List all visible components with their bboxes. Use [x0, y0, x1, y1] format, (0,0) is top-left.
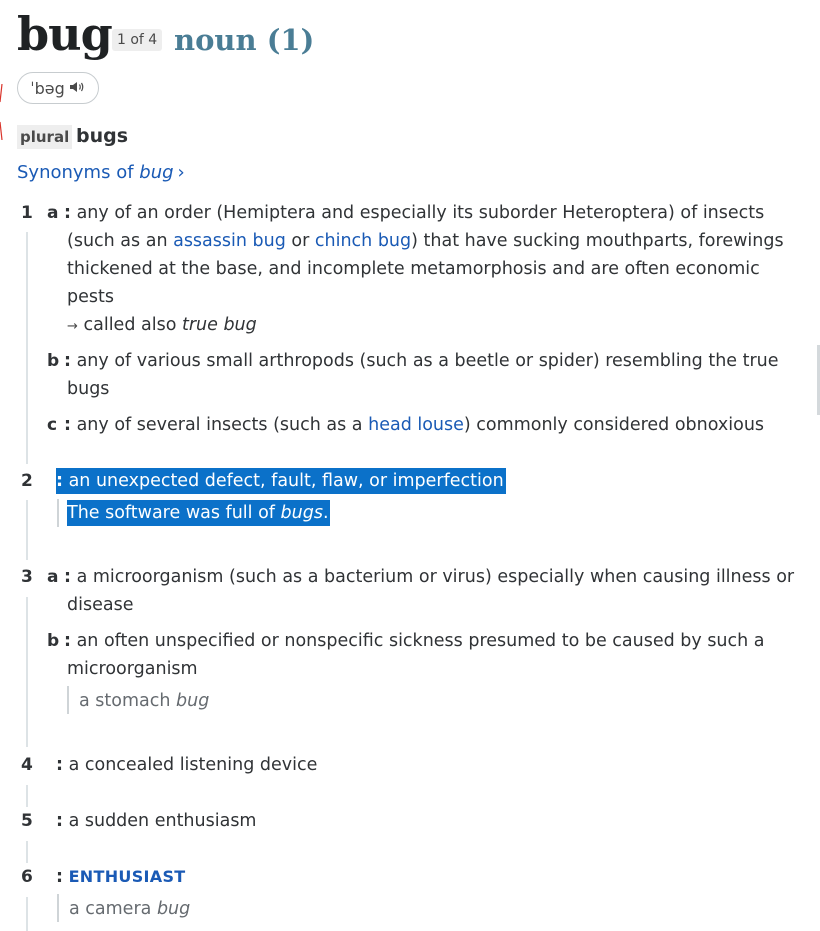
sense-1c-line1: [64, 411, 764, 439]
sense-1a-line2: [67, 227, 784, 255]
sense-1c-text-b: ) commonly considered obnoxious: [463, 415, 765, 435]
sense-1a-letter: a: [47, 203, 59, 223]
plural-form: bugs: [76, 125, 129, 147]
sense-number-3: 3: [21, 567, 33, 587]
sense-1c-colon: :: [64, 415, 71, 435]
sense-1a-text-2b: or: [285, 231, 315, 251]
sense-3a-line2: disease: [67, 595, 134, 615]
sense-3b-example: [79, 687, 209, 715]
sense-number-2: 2: [21, 471, 33, 491]
sense-1b-line2: bugs: [67, 379, 110, 399]
sense-4-text: a concealed listening device: [68, 755, 318, 775]
sense-6-colon: :: [56, 867, 63, 887]
arrow-right-icon: →: [67, 319, 78, 334]
sense-6-definition: [56, 863, 186, 891]
sense-2-example-bar: [57, 499, 59, 527]
sense-4-guide-line: [26, 785, 28, 807]
red-margin-mark: [0, 84, 3, 140]
sense-5-colon: :: [56, 811, 63, 831]
sense-1b-colon: :: [64, 351, 71, 371]
plural-label: plural: [17, 125, 72, 149]
sense-2-text: an unexpected defect, fault, flaw, or imperfection: [68, 471, 504, 491]
assassin-bug-link[interactable]: assassin bug: [173, 231, 286, 251]
sense-6-example-bar: [57, 894, 59, 922]
sense-3a-text-1: a microorganism (such as a bacterium or virus) especially when causing illness or: [76, 567, 795, 587]
sense-1a-text-2a: (such as an: [67, 231, 174, 251]
sense-1c-text-a: any of several insects (such as a: [76, 415, 369, 435]
sense-2-colon: :: [56, 471, 63, 491]
sense-number-1: 1: [21, 203, 33, 223]
sense-number-6: 6: [21, 867, 33, 887]
sense-2-definition: [56, 468, 506, 494]
sense-3-guide-line: [26, 597, 28, 747]
sense-3b-example-pre: a stomach: [79, 691, 177, 711]
speaker-icon: [70, 81, 86, 96]
chinch-bug-link[interactable]: chinch bug: [314, 231, 412, 251]
sense-2-guide-line: [26, 500, 28, 560]
sense-2-example-pre: The software was full of: [67, 503, 281, 523]
sense-1c-letter: c: [47, 415, 58, 435]
part-of-speech: noun (1): [174, 23, 315, 57]
pronunciation-text: ˈbəg: [30, 78, 65, 98]
enthusiast-link[interactable]: ENTHUSIAST: [68, 867, 186, 886]
sense-2-example-post: .: [322, 503, 329, 523]
sense-number-5: 5: [21, 811, 33, 831]
sense-2-example: [67, 500, 330, 526]
sense-1a-line1: [64, 199, 764, 227]
sense-1b-text-1: any of various small arthropods (such as a beetle or spider) resembling the true: [76, 351, 779, 371]
sense-3b-letter: b: [47, 631, 60, 651]
sense-3b-colon: :: [64, 631, 71, 651]
sense-number-4: 4: [21, 755, 33, 775]
pronunciation-button[interactable]: [17, 72, 99, 104]
chevron-right-icon: ›: [177, 162, 185, 183]
sense-6-example: [69, 895, 190, 923]
sense-1b-letter: b: [47, 351, 60, 371]
homograph-badge[interactable]: 1 of 4: [112, 29, 162, 51]
sense-1-guide-line: [26, 232, 28, 464]
sense-3b-example-bar: [67, 686, 69, 714]
sense-3a-line1: [64, 563, 794, 591]
sense-3a-colon: :: [64, 567, 71, 587]
sense-1b-line1: [64, 347, 779, 375]
sense-4-definition: [56, 751, 317, 779]
called-also: [67, 311, 257, 341]
headword: bug: [17, 7, 112, 61]
sense-3b-example-term: bug: [176, 691, 210, 711]
sense-1a-colon: :: [64, 203, 71, 223]
sense-3b-line1: [64, 627, 765, 655]
sense-5-guide-line: [26, 841, 28, 863]
called-also-prefix: called also: [83, 315, 182, 335]
synonyms-prefix: Synonyms of: [17, 162, 140, 183]
synonyms-word: bug: [139, 162, 174, 183]
called-also-term: true bug: [181, 315, 257, 335]
sense-1a-text-2c: ) that have sucking mouthparts, forewings: [411, 231, 784, 251]
sense-6-guide-line: [26, 897, 28, 931]
sense-3a-letter: a: [47, 567, 59, 587]
sense-3b-line2: microorganism: [67, 659, 198, 679]
sense-5-text: a sudden enthusiasm: [68, 811, 257, 831]
synonyms-link[interactable]: [17, 160, 185, 186]
sense-1a-line4: pests: [67, 287, 114, 307]
sense-1a-text-1: any of an order (Hemiptera and especially its suborder Heteroptera) of insects: [76, 203, 765, 223]
sense-5-definition: [56, 807, 256, 835]
sense-4-colon: :: [56, 755, 63, 775]
sense-6-example-term: bug: [156, 899, 191, 919]
sense-6-example-pre: a camera: [69, 899, 157, 919]
sense-1a-line3: thickened at the base, and incomplete metamorphosis and are often economic: [67, 259, 760, 279]
head-louse-link[interactable]: head louse: [368, 415, 464, 435]
sense-2-example-term: bugs: [280, 503, 323, 523]
sense-3b-text-1: an often unspecified or nonspecific sickness presumed to be caused by such a: [76, 631, 765, 651]
